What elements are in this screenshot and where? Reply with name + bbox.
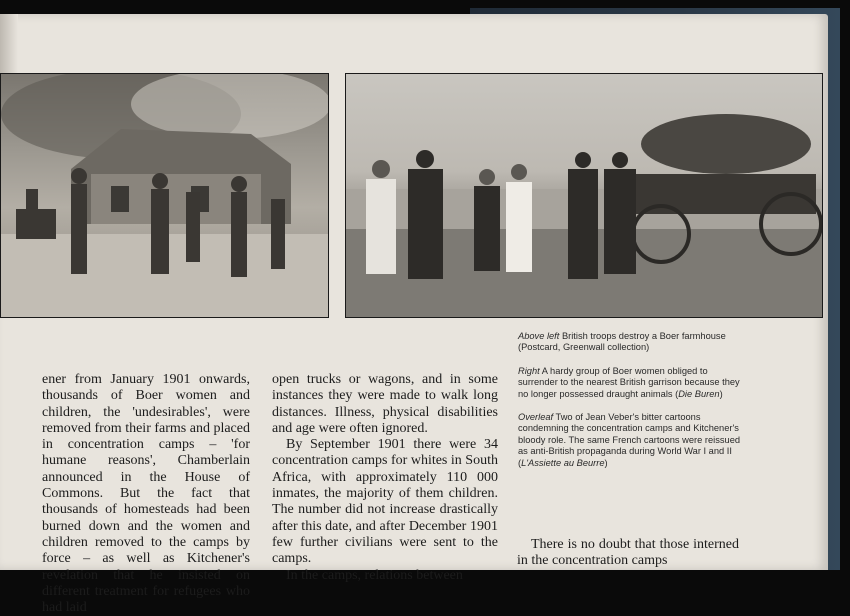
caption-source: L'Assiette au Beurre: [521, 457, 605, 468]
body-column-3: [517, 537, 739, 570]
body-paragraph: In the camps, relations between: [286, 567, 463, 583]
body-paragraph: open trucks or wagons, and in some instances they were made to walk long distances. Illness, physical disabilities and age were often ignored.: [272, 372, 498, 436]
caption-text: A hardy group of Boer women obliged to surrender to the nearest British garrison because they no longer possessed draught animals (: [518, 365, 740, 399]
caption-close: ): [604, 457, 608, 468]
body-column-2: [272, 372, 498, 584]
caption-lead: Overleaf: [518, 412, 554, 423]
body-paragraph: ener from January 1901 onwards, thousands of Boer women and children, the 'undesirables', were removed from their farms and placed in concentration camps – 'for humane reasons', Chamberlain announced in the House of Commons. But the fact that thousands of homesteads had been burned down and the women and children removed to the camps by force – as well as Kitchener's revelation that he insisted on different treatment for refugees who had laid: [42, 372, 250, 616]
caption-source: Die Buren: [678, 388, 720, 399]
caption-above-left: [518, 331, 744, 354]
caption-text: Two of Jean Veber's bitter cartoons condemning the concentration camps and Kitchener's bloody role. The same French cartoons were reissued as anti-British propaganda during World War I and II (: [518, 412, 741, 468]
body-paragraph: By September 1901 there were 34 concentration camps for whites in South Africa, with approximately 110 000 inmates, the majority of them children. The number did not increase drastically after this date, and after December 1901 few further civilians were sent to the camps.: [272, 437, 498, 567]
caption-text: British troops destroy a Boer farmhouse (Postcard, Greenwall collection): [518, 331, 726, 353]
photo-captions: [518, 331, 744, 481]
caption-overleaf: [518, 412, 744, 469]
caption-lead: Above left: [518, 331, 560, 341]
caption-right: [518, 366, 744, 400]
caption-lead: Right: [518, 365, 540, 376]
body-column-1: [42, 372, 250, 616]
photo-burning-farmhouse: [0, 73, 329, 318]
body-paragraph: There is no doubt that those interned in the concentration camps: [517, 537, 739, 569]
caption-close: ): [719, 388, 723, 399]
photo-boer-women-wagon: [345, 73, 823, 318]
